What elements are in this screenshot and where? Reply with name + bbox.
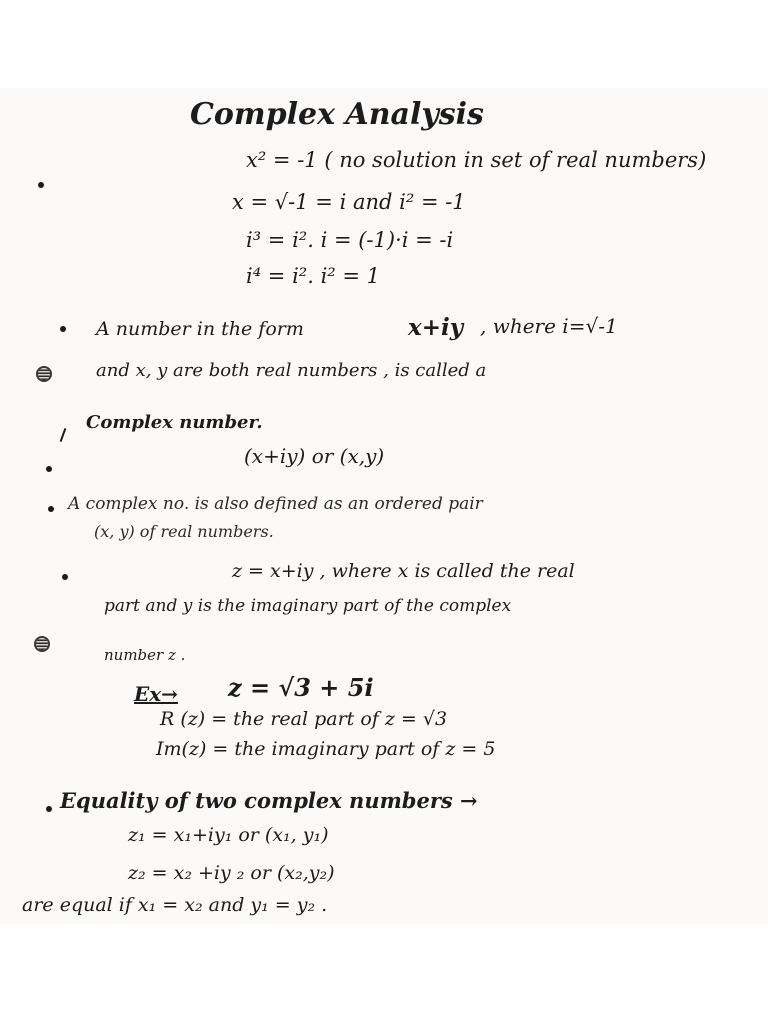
equality-condition: are equal if x₁ = x₂ and y₁ = y₂ . (22, 894, 328, 916)
binder-hole-icon (36, 366, 52, 382)
z-definition-line-1: z = x+iy , where x is called the real (232, 560, 575, 582)
z2-line: z₂ = x₂ +iy ₂ or (x₂,y₂) (128, 862, 335, 884)
ordered-pair-line-1: A complex no. is also defined as an ordered pair (68, 494, 483, 514)
binder-hole-icon (34, 636, 50, 652)
equality-heading: Equality of two complex numbers → (60, 788, 478, 813)
equation-line-2: x = √-1 = i and i² = -1 (232, 190, 466, 214)
bullet-dot (60, 326, 66, 332)
example-expression: z = √3 + 5i (228, 673, 374, 702)
example-label: Ex→ (134, 682, 178, 706)
definition-line-2: and x, y are both real numbers , is called a (96, 360, 487, 381)
z1-line: z₁ = x₁+iy₁ or (x₁, y₁) (128, 824, 329, 846)
definition-term: Complex number. (86, 412, 263, 433)
page-title: Complex Analysis (190, 97, 484, 132)
bullet-dot (46, 806, 52, 812)
bullet-dot (46, 466, 52, 472)
bullet-dot (62, 574, 68, 580)
equation-line-3: i³ = i². i = (-1)·i = -i (246, 228, 454, 252)
bullet-dot (38, 182, 44, 188)
equation-line-4: i⁴ = i². i² = 1 (246, 264, 381, 288)
pair-notation: (x+iy) or (x,y) (244, 444, 385, 468)
ordered-pair-line-2: (x, y) of real numbers. (94, 522, 274, 541)
bullet-dot (48, 506, 54, 512)
equation-line-1: x² = -1 ( no solution in set of real numbers) (246, 148, 707, 172)
definition-line-1: A number in the form (96, 318, 304, 340)
definition-line-1-tail: , where i=√-1 (480, 314, 618, 338)
z-definition-line-2: part and y is the imaginary part of the complex (104, 596, 512, 616)
real-part-line: R (z) = the real part of z = √3 (160, 708, 448, 730)
definition-expression: x+iy (408, 314, 464, 341)
imaginary-part-line: Im(z) = the imaginary part of z = 5 (156, 738, 496, 760)
z-definition-line-3: number z . (104, 646, 186, 664)
